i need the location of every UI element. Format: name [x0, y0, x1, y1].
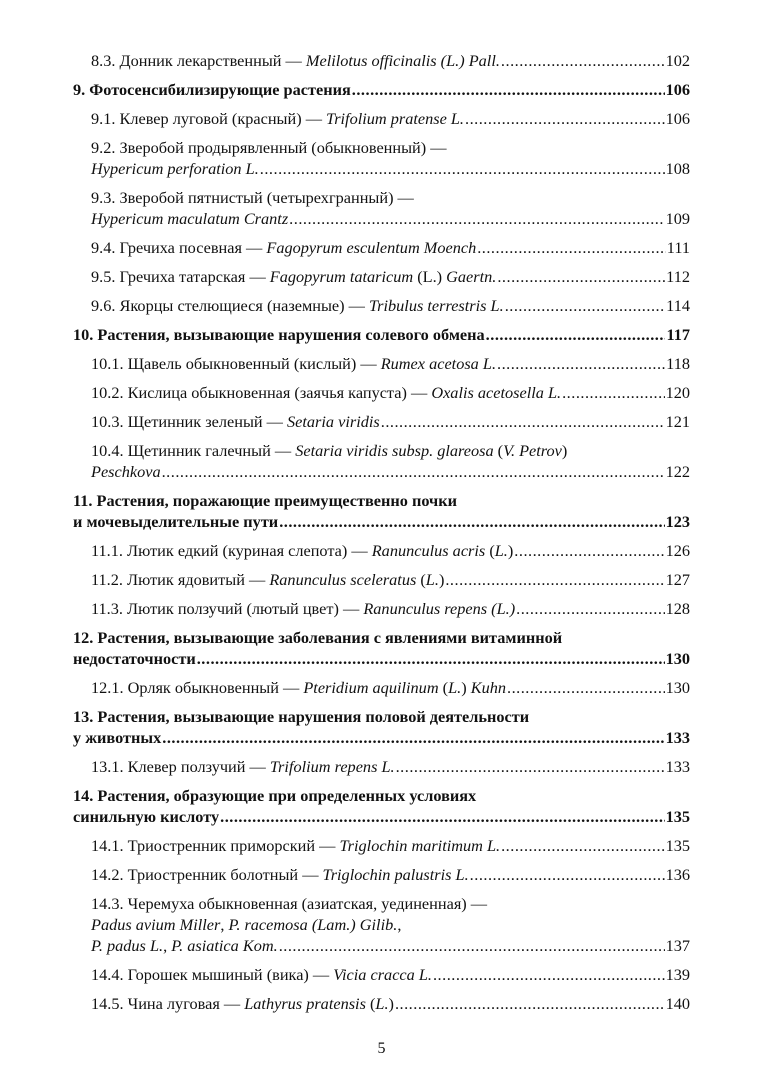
toc-page-number: 118 [666, 354, 690, 373]
toc-text [91, 540, 513, 561]
toc-page-number: 106 [665, 80, 690, 99]
latin-name: Pteridium aquilinum [303, 678, 443, 697]
latin-name: Peschkova [91, 462, 161, 481]
toc-line [91, 598, 690, 619]
toc-text [73, 511, 278, 532]
toc-line [91, 569, 690, 590]
toc-text [91, 964, 432, 985]
toc-text [91, 598, 515, 619]
toc-text [73, 786, 476, 805]
toc-text [73, 491, 457, 510]
dot-leader [396, 756, 665, 777]
toc-page-number: 136 [665, 865, 690, 884]
toc-page-number: 114 [666, 296, 690, 315]
toc-text [91, 993, 394, 1014]
title-text: (L.) [417, 267, 447, 286]
title-text: ( [489, 541, 495, 560]
toc-line [91, 237, 690, 258]
toc-entry [73, 677, 690, 698]
toc-entry [73, 382, 690, 403]
toc-line [91, 353, 690, 374]
latin-name: Lathyrus pratensis [244, 994, 370, 1013]
toc-page-number: 120 [665, 383, 690, 402]
dot-leader [220, 806, 664, 827]
title-text: синильную кислоту [73, 807, 220, 826]
latin-name: Triglochin maritimum L. [339, 836, 501, 855]
dot-leader [562, 382, 664, 403]
toc-line [91, 50, 690, 71]
title-text: ) [561, 441, 568, 460]
toc-page-number: 106 [665, 109, 690, 128]
latin-name: Rumex acetosa L. [380, 354, 497, 373]
latin-name: Hypericum maculatum Crantz [91, 209, 289, 228]
page-number: 5 [377, 1040, 386, 1057]
latin-name: Hypericum perforation L. [91, 159, 259, 178]
title-text: 12.1. Орляк обыкновенный — [91, 678, 304, 697]
dot-leader [260, 158, 665, 179]
toc-line [91, 295, 690, 316]
latin-name: Oxalis acetosella L. [431, 383, 562, 402]
title-text: ) [507, 541, 514, 560]
toc-text [73, 648, 196, 669]
toc-text [91, 915, 401, 934]
title-text: 9.1. Клевер луговой (красный) — [91, 109, 327, 128]
title-text: 11.3. Лютик ползучий (лютый цвет) — [91, 599, 364, 618]
toc-text [73, 727, 161, 748]
toc-line [73, 648, 690, 669]
latin-name: P. racemosa (Lam.) Gilib. [228, 915, 398, 934]
title-text: у животных [73, 728, 162, 747]
dot-leader [501, 50, 665, 71]
toc-entry [73, 893, 690, 956]
toc-line [91, 137, 690, 158]
toc-entry [73, 864, 690, 885]
toc-text [73, 324, 485, 345]
toc-text [91, 295, 504, 316]
title-text: , [163, 936, 172, 955]
dot-leader [279, 935, 665, 956]
toc-line [73, 806, 690, 827]
toc-chapter [73, 785, 690, 827]
toc-text [91, 382, 561, 403]
toc-line [73, 627, 690, 648]
toc-entry [73, 440, 690, 482]
latin-name: Padus avium Miller [91, 915, 221, 934]
dot-leader [279, 511, 664, 532]
title-text: 11.1. Лютик едкий (куриная слепота) — [91, 541, 372, 560]
toc-line [91, 187, 690, 208]
latin-name: Fagopyrum esculentum Moench [266, 238, 477, 257]
toc-text [91, 569, 444, 590]
toc-line [91, 158, 690, 179]
toc-entry [73, 598, 690, 619]
latin-name: L. [375, 994, 389, 1013]
toc-text [91, 158, 259, 179]
toc-line [91, 864, 690, 885]
toc-chapter [73, 627, 690, 669]
toc-entry [73, 353, 690, 374]
toc-line [91, 540, 690, 561]
latin-name: Fagopyrum tataricum [269, 267, 418, 286]
toc-entry [73, 137, 690, 179]
latin-name: Ranunculus sceleratus [269, 570, 421, 589]
toc-line [91, 914, 690, 935]
toc-entry [73, 835, 690, 856]
title-text: ) [388, 994, 394, 1013]
title-text: , [397, 915, 402, 934]
latin-name: L. [494, 541, 508, 560]
toc-line [91, 964, 690, 985]
toc-chapter [73, 324, 690, 345]
toc-page-number: 102 [665, 51, 690, 70]
latin-name: Tribulus terrestris L. [369, 296, 504, 315]
title-text: 10. Растения, вызывающие нарушения солевого обмена [73, 325, 485, 344]
toc-page-number: 109 [665, 209, 690, 228]
toc-entry [73, 266, 690, 287]
toc-entry [73, 756, 690, 777]
title-text: 10.3. Щетинник зеленый — [91, 412, 288, 431]
title-text: 9.4. Гречиха посевная — [91, 238, 267, 257]
dot-leader [465, 108, 665, 129]
title-text: ) [438, 570, 445, 589]
toc-page-number: 139 [665, 965, 690, 984]
toc-text [91, 411, 380, 432]
latin-name: Triglochin palustris L. [322, 865, 469, 884]
toc-text [91, 677, 506, 698]
toc-line [91, 756, 690, 777]
latin-name: Trifolium pratense L. [326, 109, 465, 128]
toc-entry [73, 108, 690, 129]
toc-page-number: 112 [666, 267, 690, 286]
toc-line [73, 511, 690, 532]
latin-name: V. Petrov [503, 441, 562, 460]
latin-name: Trifolium repens L. [269, 757, 395, 776]
title-text: 14.5. Чина луговая — [91, 994, 245, 1013]
toc-text [73, 628, 562, 647]
dot-leader [516, 598, 664, 619]
toc-entry [73, 993, 690, 1014]
dot-leader [289, 208, 664, 229]
toc-page-number: 133 [665, 728, 690, 747]
latin-name: Melilotus officinalis (L.) Pall. [305, 51, 500, 70]
toc-text [73, 707, 529, 726]
toc-text [91, 461, 161, 482]
latin-name: Gaertn. [446, 267, 497, 286]
toc-page-number: 127 [665, 570, 690, 589]
toc-line [91, 266, 690, 287]
title-text: 14. Растения, образующие при определенных условиях [73, 786, 477, 805]
toc-entry [73, 540, 690, 561]
toc-page-number: 133 [665, 757, 690, 776]
toc-text [73, 79, 351, 100]
title-text: 10.2. Кислица обыкновенная (заячья капуста) — [91, 383, 432, 402]
toc-line [91, 461, 690, 482]
dot-leader [497, 353, 665, 374]
toc-entry [73, 237, 690, 258]
toc-text [91, 864, 469, 885]
toc-text [91, 935, 278, 956]
toc-text [91, 50, 500, 71]
table-of-contents [73, 50, 690, 1022]
toc-line [91, 411, 690, 432]
toc-text [91, 266, 496, 287]
title-text: 9.6. Якорцы стелющиеся (наземные) — [91, 296, 370, 315]
dot-leader [445, 569, 664, 590]
dot-leader [197, 648, 665, 669]
title-text: и мочевыделительные пути [73, 512, 279, 531]
dot-leader [395, 993, 665, 1014]
latin-name: P. padus L. [91, 936, 164, 955]
toc-line [73, 490, 690, 511]
latin-name: Ranunculus repens (L.) [363, 599, 516, 618]
dot-leader [486, 324, 666, 345]
toc-text [73, 806, 219, 827]
dot-leader [501, 835, 664, 856]
title-text: 10.4. Щетинник галечный — [91, 441, 296, 460]
toc-page-number: 123 [665, 512, 690, 531]
title-text: ( [420, 570, 426, 589]
title-text: 9. Фотосенсибилизирующие растения [73, 80, 351, 99]
latin-name: Ranunculus acris [371, 541, 490, 560]
toc-text [91, 441, 567, 460]
toc-line [91, 993, 690, 1014]
toc-line [91, 382, 690, 403]
toc-page-number: 135 [665, 807, 690, 826]
dot-leader [433, 964, 665, 985]
title-text: ( [442, 678, 449, 697]
toc-line [73, 785, 690, 806]
title-text: 11.2. Лютик ядовитый — [91, 570, 270, 589]
title-text: 12. Растения, вызывающие заболевания с явлениями витаминной [73, 628, 563, 647]
toc-line [91, 893, 690, 914]
toc-text [91, 208, 288, 229]
title-text: 9.2. Зверобой продырявленный (обыкновенный) — [91, 138, 447, 157]
title-text: 8.3. Донник лекарственный — [91, 51, 306, 70]
toc-chapter [73, 79, 690, 100]
toc-text [91, 894, 487, 913]
dot-leader [505, 295, 665, 316]
toc-line [91, 835, 690, 856]
title-text: ( [369, 994, 376, 1013]
toc-entry [73, 50, 690, 71]
toc-entry [73, 411, 690, 432]
toc-text [91, 237, 476, 258]
toc-page-number: 108 [665, 159, 690, 178]
toc-page-number: 117 [666, 325, 690, 344]
toc-page-number: 135 [665, 836, 690, 855]
latin-name: Setaria viridis subsp. glareosa [295, 441, 498, 460]
toc-page-number: 122 [665, 462, 690, 481]
toc-line [73, 79, 690, 100]
toc-page-number: 137 [665, 936, 690, 955]
dot-leader [507, 677, 665, 698]
toc-text [91, 353, 496, 374]
toc-page-number: 126 [665, 541, 690, 560]
dot-leader [514, 540, 664, 561]
title-text: 13. Растения, вызывающие нарушения половой деятельности [73, 707, 530, 726]
toc-text [91, 756, 395, 777]
dot-leader [477, 237, 666, 258]
title-text: 14.1. Триостренник приморский — [91, 836, 340, 855]
toc-page-number: 111 [666, 238, 690, 257]
toc-page-number: 130 [665, 649, 690, 668]
toc-entry [73, 187, 690, 229]
toc-page-number: 130 [665, 678, 690, 697]
latin-name: L. [425, 570, 439, 589]
title-text: 14.2. Триостренник болотный — [91, 865, 323, 884]
latin-name: Kuhn [470, 678, 507, 697]
latin-name: Setaria viridis [287, 412, 380, 431]
title-text: 14.3. Черемуха обыкновенная (азиатская, уединенная) — [91, 894, 488, 913]
toc-page-number: 128 [665, 599, 690, 618]
dot-leader [497, 266, 665, 287]
title-text: ) [461, 678, 471, 697]
toc-page-number: 121 [665, 412, 690, 431]
title-text: 11. Растения, поражающие преимущественно почки [73, 491, 457, 510]
toc-line [91, 677, 690, 698]
toc-line [91, 440, 690, 461]
toc-entry [73, 964, 690, 985]
dot-leader [352, 79, 665, 100]
toc-entry [73, 295, 690, 316]
toc-line [91, 208, 690, 229]
dot-leader [162, 461, 665, 482]
toc-text [91, 108, 464, 129]
title-text: , [220, 915, 229, 934]
toc-line [73, 324, 690, 345]
toc-chapter [73, 706, 690, 748]
toc-line [91, 935, 690, 956]
latin-name: P. asiatica Kom. [171, 936, 278, 955]
toc-entry [73, 569, 690, 590]
latin-name: L. [448, 678, 462, 697]
toc-chapter [73, 490, 690, 532]
toc-page-number: 140 [665, 994, 690, 1013]
title-text: 9.3. Зверобой пятнистый (четырехгранный) — [91, 188, 414, 207]
toc-line [73, 727, 690, 748]
latin-name: Vicia cracca L. [333, 965, 432, 984]
toc-text [91, 138, 447, 157]
title-text: 13.1. Клевер ползучий — [91, 757, 270, 776]
dot-leader [470, 864, 665, 885]
title-text: недостаточности [73, 649, 196, 668]
toc-text [91, 835, 500, 856]
toc-line [73, 706, 690, 727]
dot-leader [162, 727, 664, 748]
title-text: 14.4. Горошек мышиный (вика) — [91, 965, 334, 984]
title-text: 10.1. Щавель обыкновенный (кислый) — [91, 354, 381, 373]
toc-text [91, 188, 414, 207]
title-text: ( [497, 441, 504, 460]
dot-leader [381, 411, 665, 432]
toc-line [91, 108, 690, 129]
title-text: 9.5. Гречиха татарская — [91, 267, 270, 286]
